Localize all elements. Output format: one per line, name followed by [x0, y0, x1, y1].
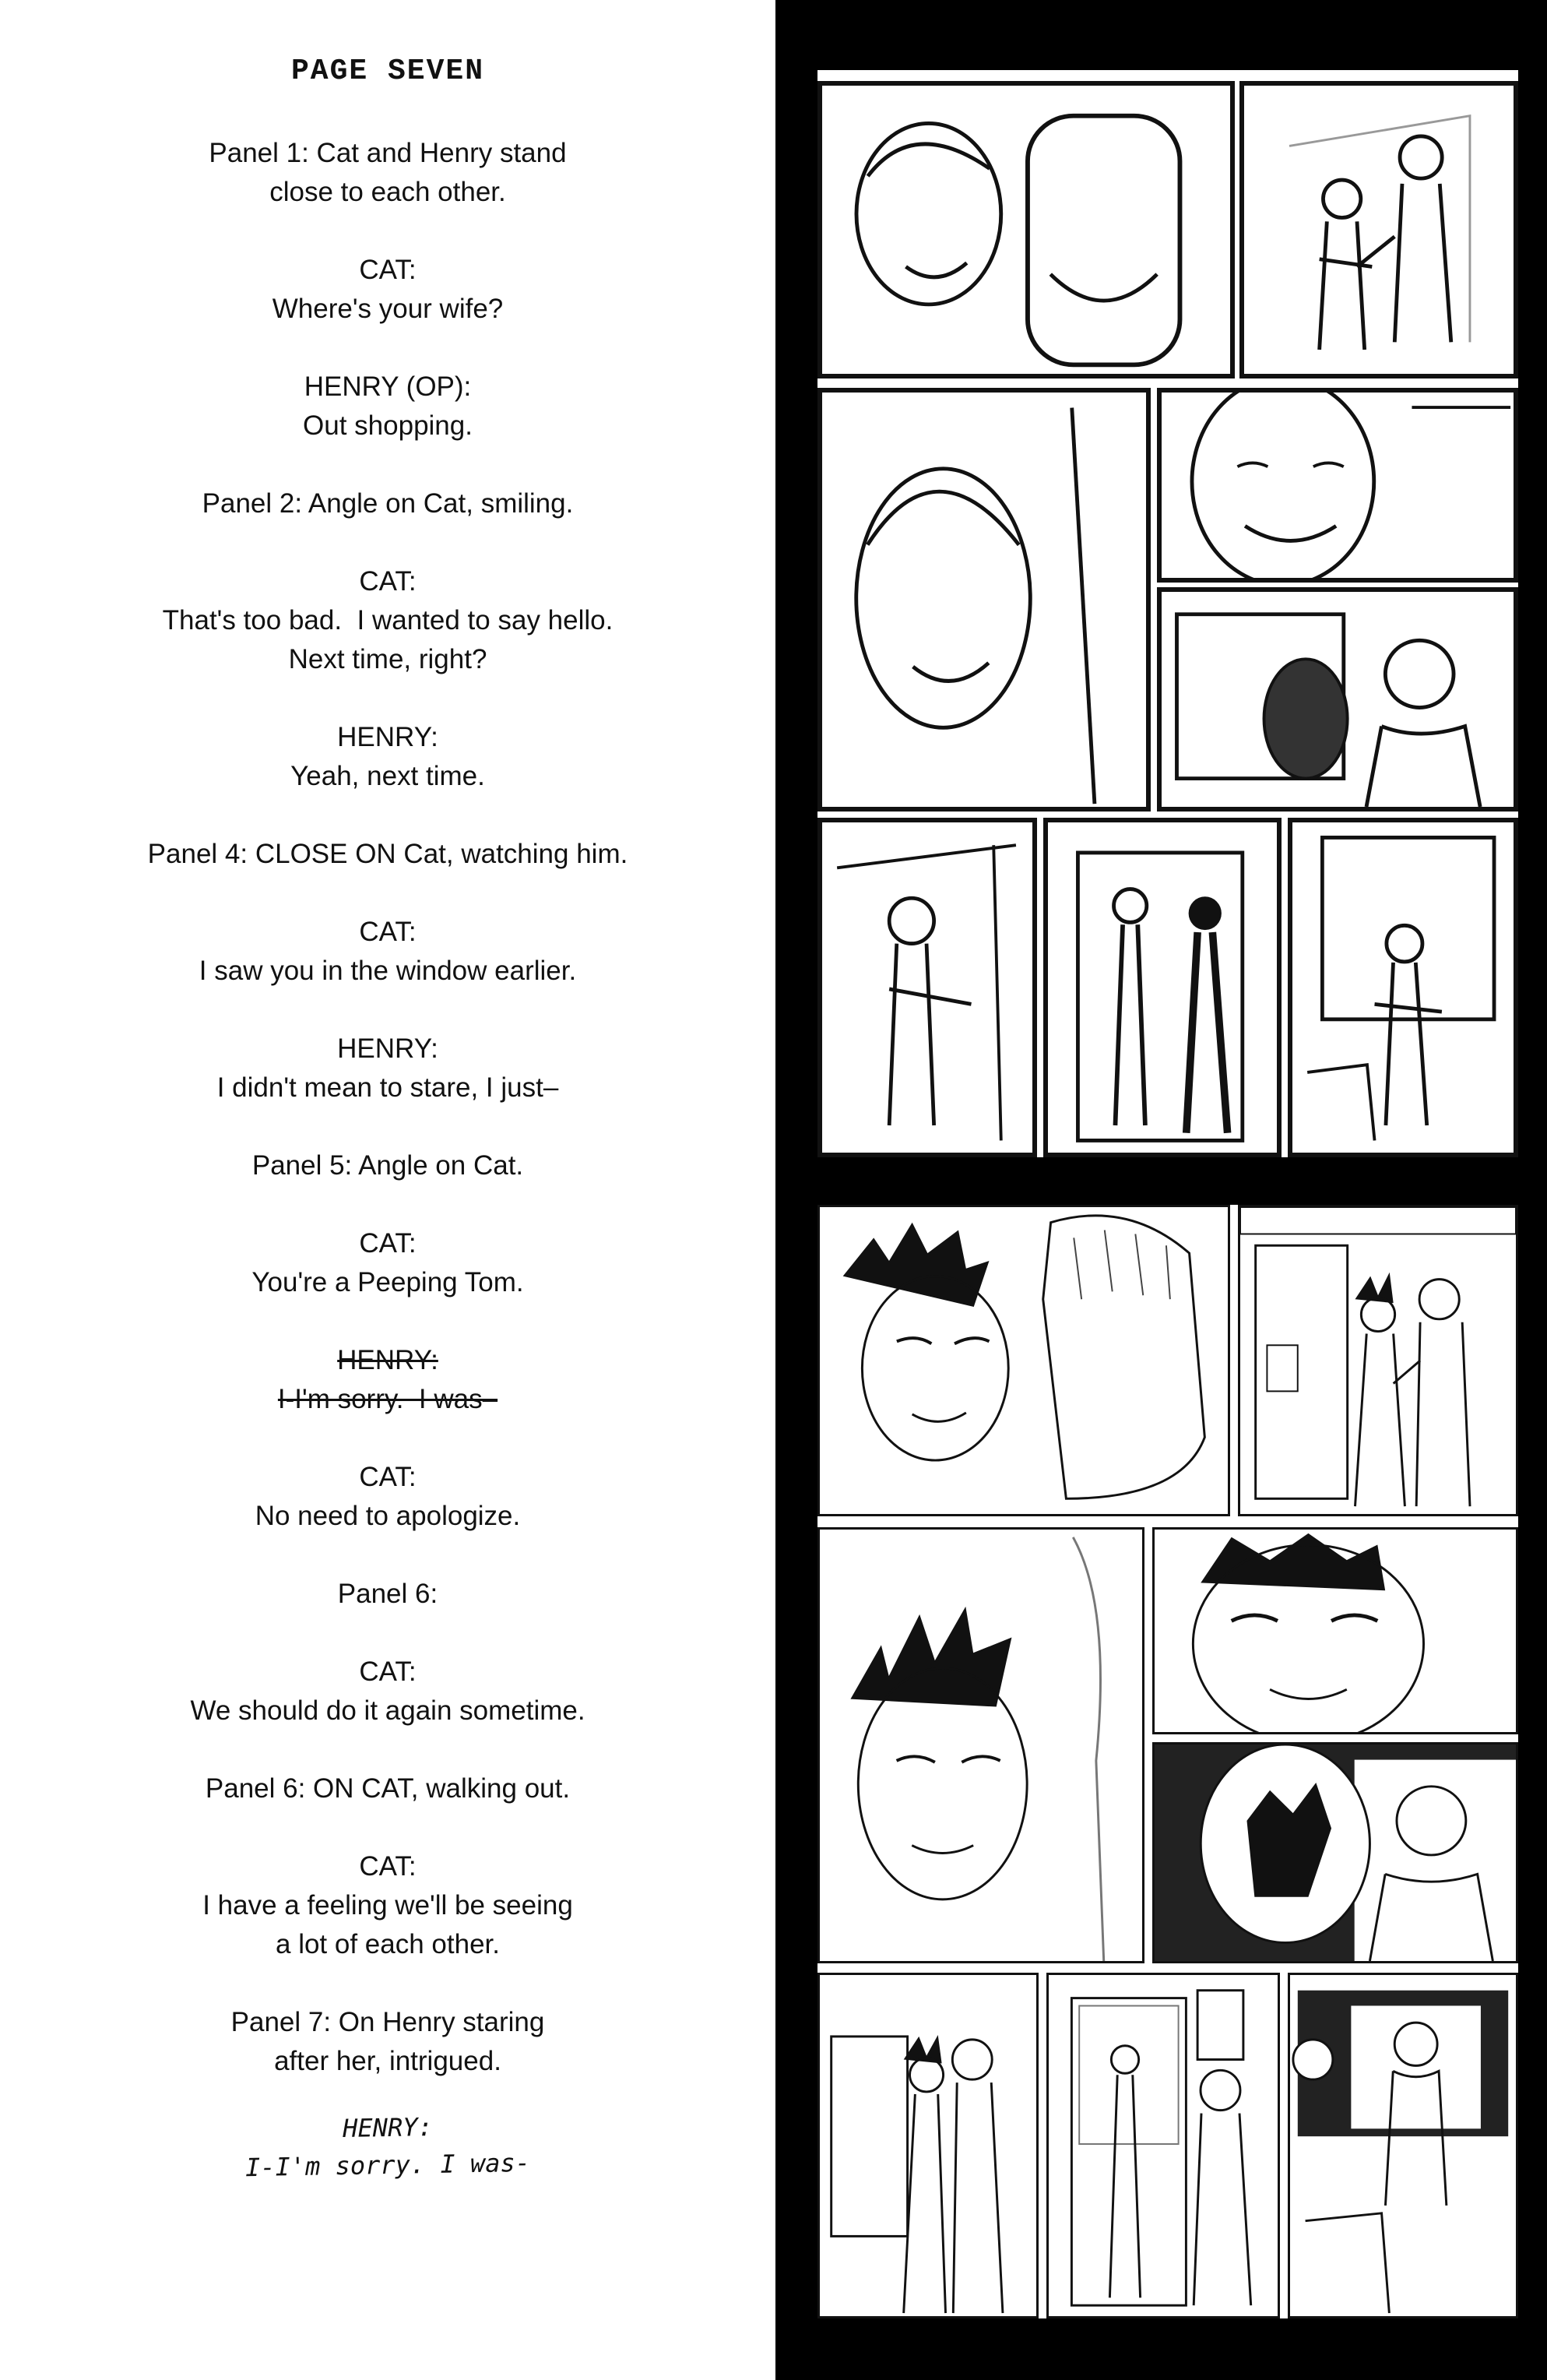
inked-drawing: [1155, 1745, 1516, 1961]
sketch-drawing: [822, 822, 1032, 1153]
script-line: I have a feeling we'll be seeing: [202, 1890, 573, 1921]
art-column: [775, 0, 1547, 2380]
script-block: [0, 718, 775, 796]
script-line: You're a Peeping Tom.: [251, 1267, 524, 1297]
thumbnail-sketch-page: [817, 70, 1518, 1157]
script-block: [0, 1030, 775, 1107]
sketch-drawing: [1162, 592, 1514, 807]
script-line: Panel 1: Cat and Henry stand: [209, 138, 567, 168]
script-line: CAT:: [359, 255, 417, 285]
inked-drawing: [1049, 1975, 1278, 2316]
script-line: Panel 6:: [337, 1579, 438, 1609]
inked-drawing: [1155, 1530, 1516, 1732]
script-block: [0, 1847, 775, 1964]
script-line: Panel 6: ON CAT, walking out.: [205, 1773, 571, 1804]
handwritten-correction: [0, 2109, 775, 2184]
inked-drawing: [1290, 1975, 1516, 2316]
script-line: CAT:: [359, 1851, 417, 1882]
inked-panel-8: [1288, 1973, 1518, 2318]
script-block: [0, 1458, 775, 1536]
inked-panel-2: [1238, 1205, 1518, 1516]
inked-panel-3: [817, 1527, 1144, 1963]
sketch-panel-8: [1288, 818, 1518, 1157]
inked-drawing: [1240, 1207, 1516, 1514]
inked-page: [817, 1205, 1518, 2318]
script-line: I saw you in the window earlier.: [199, 956, 577, 986]
script-block: [0, 1769, 775, 1808]
sketch-panel-7: [1043, 818, 1282, 1157]
script-line: Out shopping.: [303, 410, 473, 441]
inked-drawing: [820, 1207, 1228, 1514]
script-line: Yeah, next time.: [290, 761, 485, 791]
sketch-drawing: [1292, 822, 1514, 1153]
sketch-panel-5: [1157, 587, 1518, 812]
inked-panel-1: [817, 1205, 1230, 1516]
script-line: I didn't mean to stare, I just–: [216, 1072, 559, 1103]
inked-panel-5: [1152, 1742, 1518, 1963]
sketch-drawing: [1048, 822, 1277, 1153]
script-line: We should do it again sometime.: [190, 1695, 585, 1726]
script-block: [0, 562, 775, 679]
script-line: HENRY (OP):: [304, 371, 472, 402]
script-block: [0, 1575, 775, 1614]
script-block: [0, 134, 775, 212]
sketch-panel-6: [817, 818, 1037, 1157]
script-line: HENRY:: [337, 1345, 438, 1375]
sketch-drawing: [822, 393, 1146, 807]
script-line: Panel 4: CLOSE ON Cat, watching him.: [147, 839, 628, 869]
handwritten-speaker: HENRY:: [342, 2111, 434, 2144]
script-line: CAT:: [359, 566, 417, 597]
sketch-panel-2: [1239, 81, 1518, 378]
inked-drawing: [820, 1530, 1142, 1961]
script-body: [0, 134, 775, 2120]
sketch-drawing: [1244, 86, 1514, 374]
sketch-panel-1: [817, 81, 1235, 378]
script-block: [0, 913, 775, 991]
script-line: HENRY:: [337, 722, 438, 752]
script-block: [0, 1146, 775, 1185]
script-line: a lot of each other.: [276, 1929, 500, 1959]
inked-panel-6: [817, 1973, 1039, 2318]
page-title: PAGE SEVEN: [290, 55, 485, 88]
script-line: That's too bad. I wanted to say hello.: [162, 605, 614, 635]
script-line: CAT:: [359, 917, 417, 947]
script-line: Panel 2: Angle on Cat, smiling.: [202, 488, 574, 519]
script-block: [0, 251, 775, 329]
script-line: CAT:: [359, 1228, 417, 1259]
handwritten-line: I-I'm sorry. I was-: [244, 2147, 531, 2183]
sketch-drawing: [1162, 393, 1514, 578]
script-block: [0, 1653, 775, 1730]
struck-dialogue-block: [0, 1341, 775, 1419]
script-line: after her, intrigued.: [274, 2046, 501, 2076]
inked-panel-7: [1046, 1973, 1280, 2318]
script-block: [0, 368, 775, 445]
script-block: [0, 484, 775, 523]
sketch-panel-4: [1157, 388, 1518, 583]
script-line: Next time, right?: [288, 644, 487, 674]
sketch-panel-3: [817, 388, 1151, 812]
script-line: Panel 7: On Henry staring: [230, 2007, 545, 2037]
script-block: [0, 835, 775, 874]
script-line: I-I'm sorry. I was–: [277, 1384, 498, 1414]
script-line: CAT:: [359, 1656, 417, 1687]
script-block: [0, 1224, 775, 1302]
sketch-drawing: [822, 86, 1230, 374]
script-line: CAT:: [359, 1462, 417, 1492]
inked-panel-4: [1152, 1527, 1518, 1734]
script-line: HENRY:: [337, 1033, 438, 1064]
script-line: Where's your wife?: [272, 294, 504, 324]
script-line: No need to apologize.: [255, 1501, 521, 1531]
script-line: close to each other.: [269, 177, 506, 207]
script-line: Panel 5: Angle on Cat.: [251, 1150, 524, 1181]
inked-drawing: [820, 1975, 1036, 2316]
script-block: [0, 2003, 775, 2081]
